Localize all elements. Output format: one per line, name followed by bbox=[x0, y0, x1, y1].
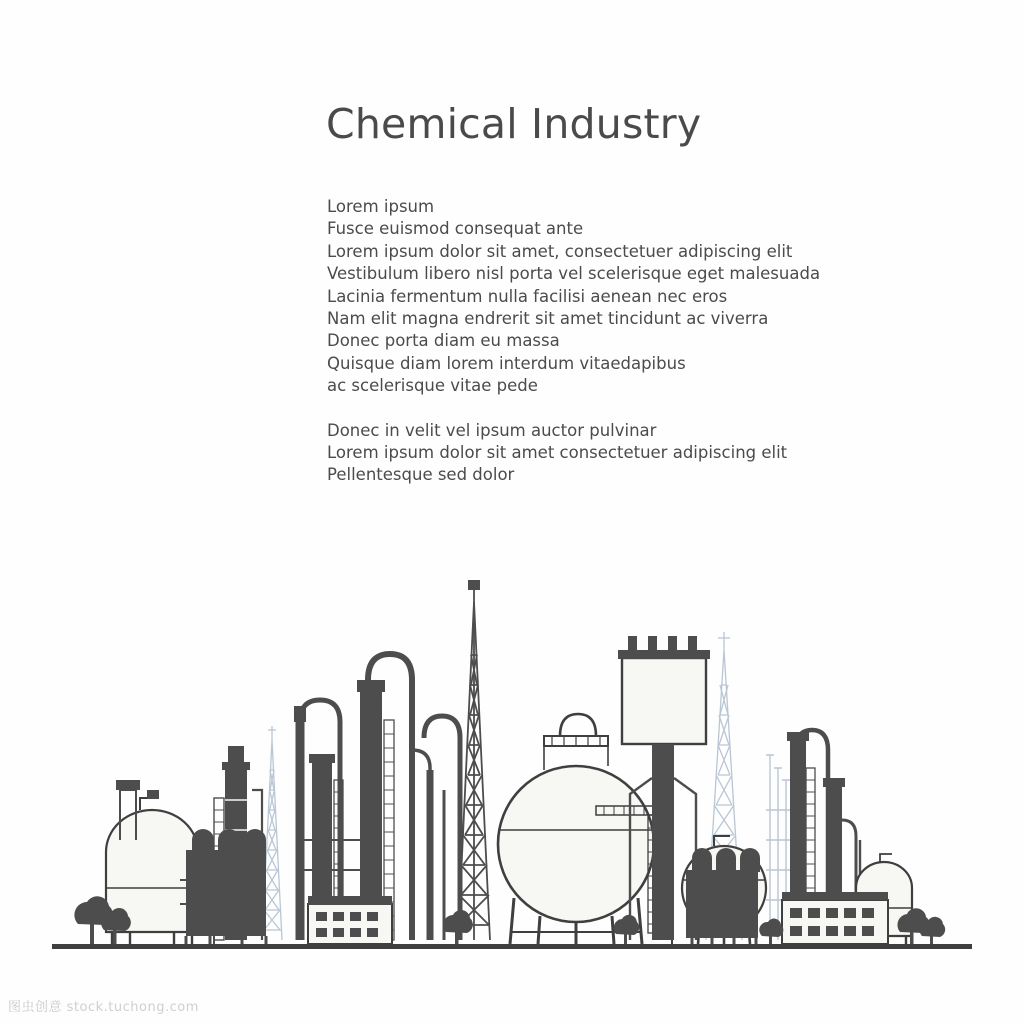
paragraph-spacer bbox=[327, 398, 887, 420]
body-line: Pellentesque sed dolor bbox=[327, 465, 515, 485]
pipe-run-center bbox=[424, 716, 460, 940]
spherical-tank-main bbox=[498, 714, 672, 944]
body-line: Donec in velit vel ipsum auctor pulvinar bbox=[327, 420, 657, 440]
body-line: Nam elit magna endrerit sit amet tincidunt ac viverra bbox=[327, 309, 769, 329]
body-line: ac scelerisque vitae pede bbox=[327, 376, 538, 396]
body-line: Lorem ipsum bbox=[327, 197, 435, 216]
body-text-block bbox=[327, 196, 887, 487]
body-line: Quisque diam lorem interdum vitaedapibus bbox=[327, 353, 686, 373]
watermark-site: stock.tuchong.com bbox=[66, 1000, 199, 1015]
body-line: Vestibulum libero nisl porta vel scelerisque eget malesuada bbox=[327, 264, 821, 284]
tall-lattice-tower-center bbox=[458, 580, 490, 940]
vertical-tanks-cluster bbox=[180, 829, 266, 946]
body-line: Fusce euismod consequat ante bbox=[327, 219, 584, 239]
factory-building-right bbox=[782, 892, 888, 944]
ground-line bbox=[52, 944, 972, 949]
page-title: Chemical Industry bbox=[326, 100, 702, 148]
body-line: Lorem ipsum dolor sit amet, consectetuer adipiscing elit bbox=[327, 241, 793, 261]
watermark-cn: 图虫创意 bbox=[8, 1000, 63, 1015]
body-line: Lorem ipsum dolor sit amet consectetuer adipiscing elit bbox=[327, 443, 788, 463]
body-line: Lacinia fermentum nulla facilisi aenean nec eros bbox=[327, 286, 728, 306]
watermark bbox=[8, 996, 199, 1015]
body-line: Donec porta diam eu massa bbox=[327, 331, 560, 351]
factory-building-center bbox=[308, 896, 392, 944]
vertical-tanks-right bbox=[686, 848, 760, 946]
chemical-plant-illustration bbox=[0, 540, 1023, 960]
